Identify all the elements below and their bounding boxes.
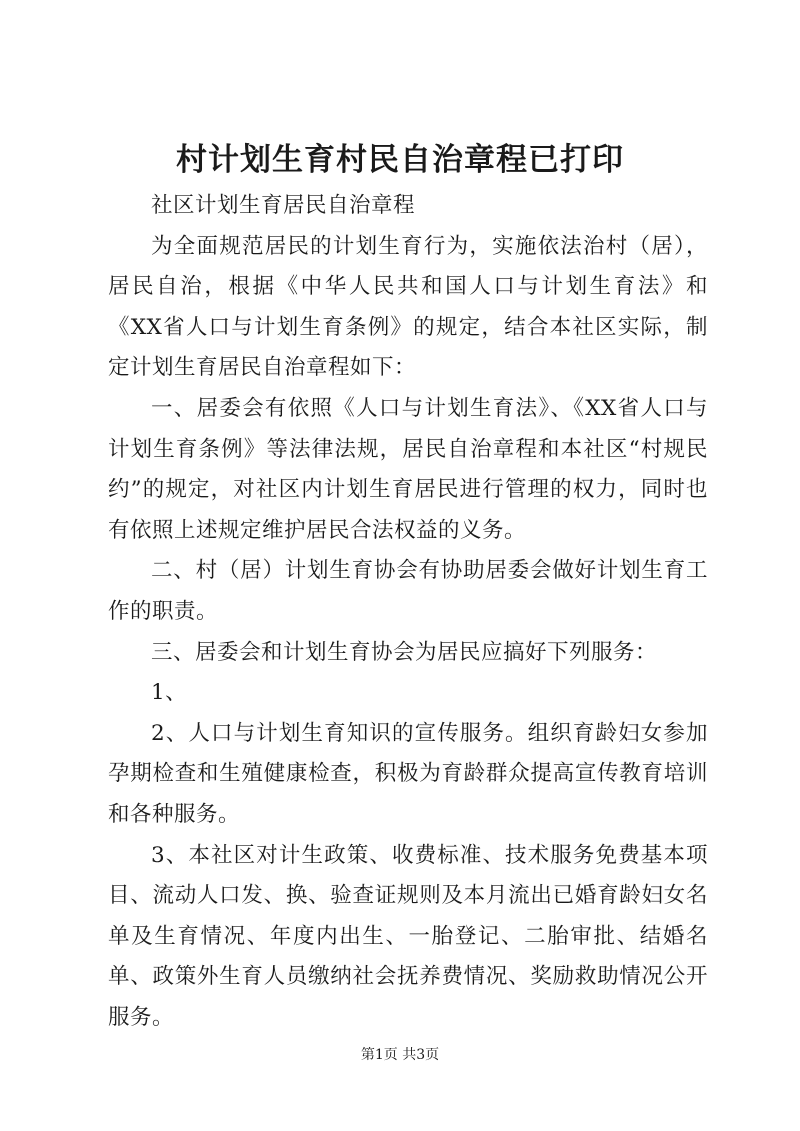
paragraph-article-3: 三、居委会和计划生育协会为居民应搞好下列服务： bbox=[151, 639, 658, 665]
document-body bbox=[108, 186, 708, 1038]
document-title: 村计划生育村民自治章程已打印 bbox=[176, 142, 624, 178]
paragraph-item-3: 3、本社区对计生政策、收费标准、技术服务免费基本项目、流动人口发、换、验查证规则及本月流出已婚育龄妇女名单及生育情况、年度内出生、一胎登记、二胎审批、结婚名单、政策外生育人员缴纳社会抚养费情况、奖励救助情况公开服务。 bbox=[108, 842, 708, 1030]
paragraph-item-1: 1、 bbox=[151, 680, 188, 706]
paragraph-article-2: 二、村（居）计划生育协会有协助居委会做好计划生育工作的职责。 bbox=[108, 558, 708, 624]
paragraph-intro: 为全面规范居民的计划生育行为，实施依法治村（居），居民自治，根据《中华人民共和国人口与计划生育法》和《XX省人口与计划生育条例》的规定，结合本社区实际，制定计划生育居民自治章程如下： bbox=[108, 233, 708, 381]
page-footer: 第1页 共3页 bbox=[360, 1047, 440, 1063]
paragraph-subtitle: 社区计划生育居民自治章程 bbox=[151, 193, 416, 218]
paragraph-item-2: 2、人口与计划生育知识的宣传服务。组织育龄妇女参加孕期检查和生殖健康检查，积极为育龄群众提高宣传教育培训和各种服务。 bbox=[108, 720, 708, 827]
paragraph-article-1: 一、居委会有依照《人口与计划生育法》、《XX省人口与计划生育条例》等法律法规，居民自治章程和本社区“村规民约”的规定，对社区内计划生育居民进行管理的权力，同时也有依照上述规定维护居民合法权益的义务。 bbox=[108, 395, 708, 543]
